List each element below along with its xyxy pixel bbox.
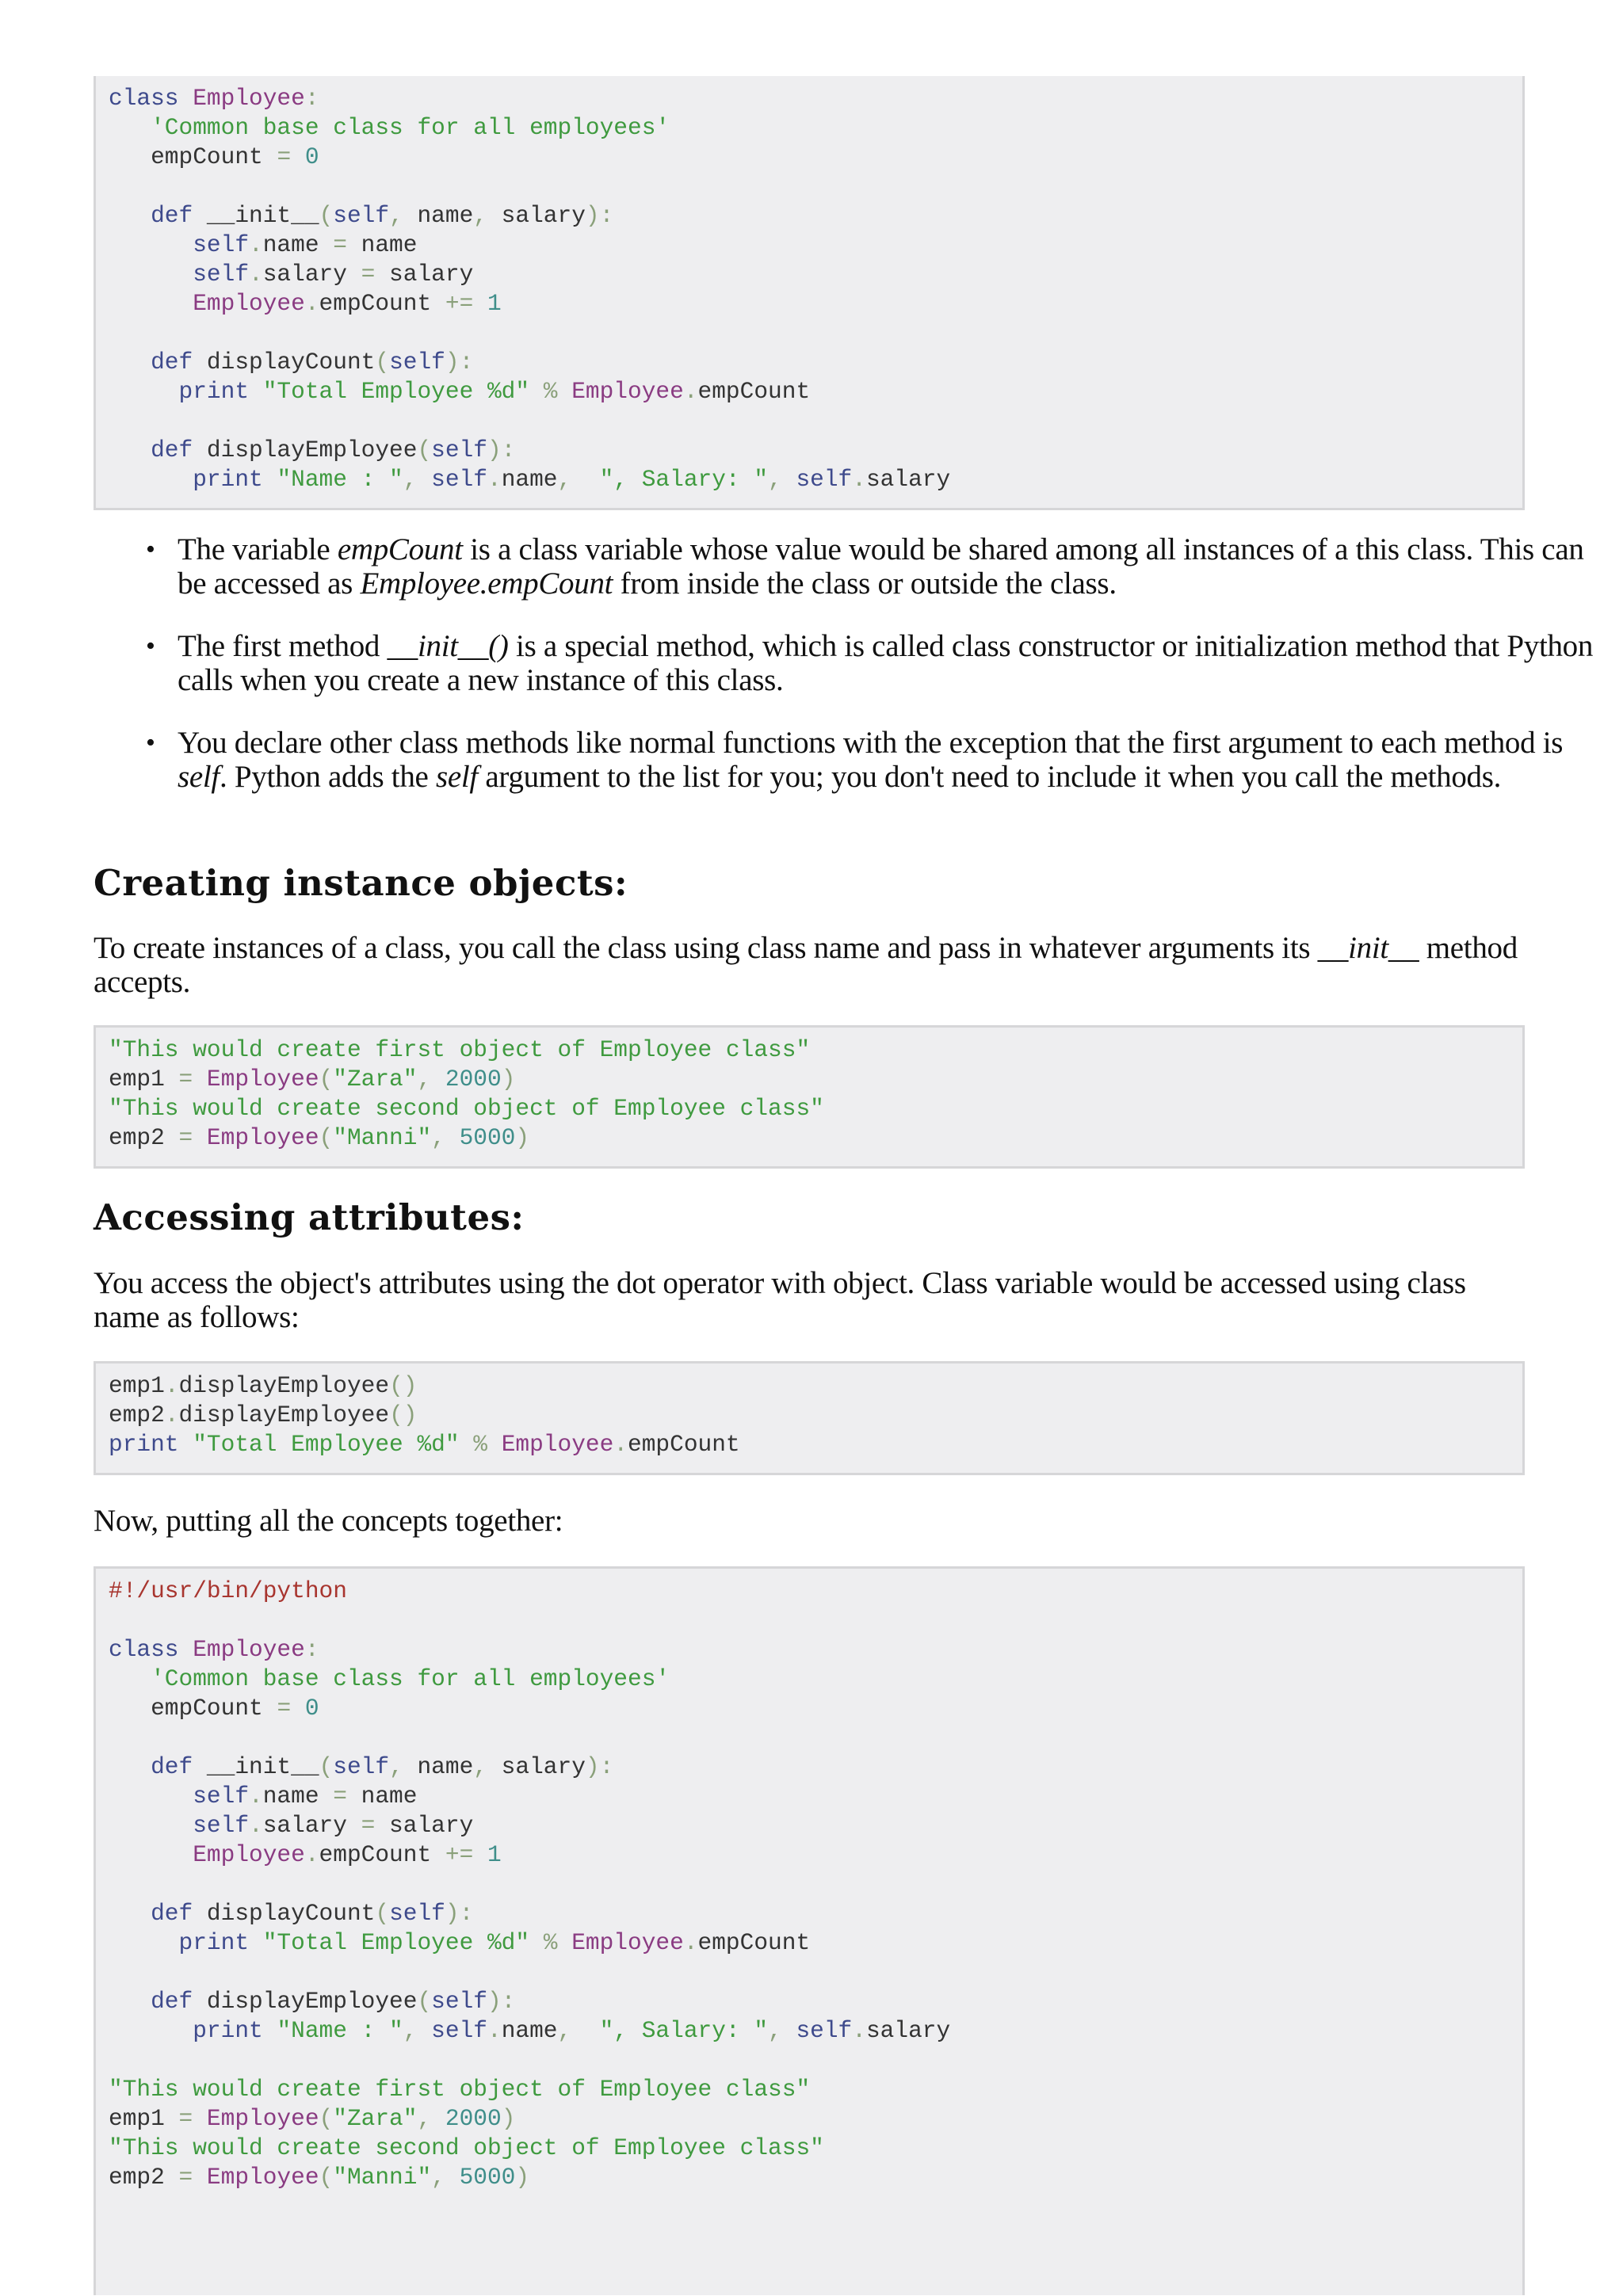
- code-line: [109, 377, 1522, 406]
- text-segment: .: [164, 1372, 179, 1399]
- text-segment: ", Salary: ": [599, 466, 769, 493]
- text-segment: ", Salary: ": [599, 2017, 769, 2044]
- code-line: [109, 289, 1522, 318]
- text-segment: ,: [473, 202, 487, 229]
- code-line: [109, 1401, 1522, 1430]
- text-segment: is a special method, which is called class constructor or initialization method that Python calls when you create a new instance of this class.: [178, 629, 1594, 697]
- text-segment: self: [389, 1900, 445, 1927]
- text-segment: 0: [304, 1695, 319, 1722]
- italic-term: __init__(): [387, 629, 509, 663]
- text-segment: . Python adds the: [219, 760, 436, 794]
- text-segment: self: [333, 1753, 390, 1780]
- text-segment: (: [319, 2164, 334, 2191]
- code-line: [109, 1987, 1522, 2016]
- text-segment: salary: [375, 261, 474, 288]
- text-segment: self: [431, 1988, 487, 2015]
- text-segment: ,: [431, 2164, 445, 2191]
- code-line: [109, 318, 1522, 348]
- code-line: [109, 2046, 1522, 2075]
- code-line: [109, 1094, 1522, 1123]
- code-line: [109, 436, 1522, 465]
- text-segment: [179, 1636, 193, 1663]
- heading-creating-instance-objects: Creating instance objects:: [94, 862, 628, 904]
- text-segment: Employee: [206, 2105, 319, 2132]
- text-segment: self: [431, 2017, 487, 2044]
- text-segment: 2000: [445, 2105, 502, 2132]
- code-line: [109, 1753, 1522, 1782]
- text-segment: (: [319, 202, 334, 229]
- text-segment: [193, 2164, 207, 2191]
- text-segment: =: [277, 1695, 292, 1722]
- text-segment: self: [431, 437, 487, 463]
- code-block-class-definition: [94, 76, 1525, 510]
- text-segment: __init__: [193, 202, 319, 229]
- text-segment: [109, 466, 193, 493]
- text-segment: def: [151, 1988, 193, 2015]
- text-segment: [431, 2105, 445, 2132]
- text-segment: from inside the class or outside the class.: [613, 566, 1117, 601]
- code-line: [109, 1782, 1522, 1811]
- text-segment: class: [109, 1636, 179, 1663]
- code-line: [109, 1606, 1522, 1635]
- text-segment: [263, 466, 277, 493]
- text-segment: displayCount: [193, 1900, 376, 1927]
- text-segment: [417, 2017, 431, 2044]
- text-segment: .: [304, 1841, 319, 1868]
- text-segment: salary: [262, 261, 361, 288]
- text-segment: [473, 1841, 487, 1868]
- code-line: [109, 1577, 1522, 1606]
- text-segment: ,: [768, 2017, 782, 2044]
- text-segment: =: [178, 2164, 193, 2191]
- text-segment: [193, 2105, 207, 2132]
- text-segment: ): [501, 1066, 516, 1093]
- text-segment: self: [333, 202, 390, 229]
- bullet-list: [94, 532, 1620, 822]
- text-segment: salary: [487, 202, 586, 229]
- text-segment: emp1: [109, 1066, 179, 1093]
- code-line: [109, 1430, 1522, 1459]
- code-line: [109, 1694, 1522, 1723]
- text-segment: emp1: [109, 1372, 165, 1399]
- text-segment: [109, 1841, 193, 1868]
- text-segment: displayEmployee: [178, 1402, 390, 1428]
- text-segment: def: [151, 1753, 193, 1780]
- text-segment: +=: [445, 290, 474, 317]
- text-segment: ,: [431, 1124, 445, 1151]
- text-segment: def: [151, 202, 193, 229]
- code-line: [109, 2134, 1522, 2163]
- text-segment: [249, 378, 263, 405]
- text-segment: is a class variable whose value would be shared among all instances of a this class. This can be accessed as: [178, 532, 1584, 601]
- text-segment: 'Common base class for all employees': [151, 114, 670, 141]
- text-segment: [109, 1812, 193, 1839]
- text-segment: .: [852, 2017, 866, 2044]
- text-segment: def: [151, 349, 193, 376]
- text-segment: [109, 1988, 151, 2015]
- text-segment: self: [193, 1812, 250, 1839]
- text-segment: Employee: [193, 1841, 305, 1868]
- code-line: [109, 1065, 1522, 1094]
- heading-accessing-attributes: Accessing attributes:: [94, 1196, 525, 1238]
- text-segment: "This would create first object of Employee class": [109, 1036, 811, 1063]
- code-line: [109, 1035, 1522, 1065]
- italic-term: empCount: [337, 532, 463, 566]
- text-segment: name: [346, 231, 418, 258]
- text-segment: self: [193, 1783, 250, 1810]
- text-segment: "This would create second object of Employee class": [109, 2134, 824, 2161]
- text-segment: print: [109, 1431, 179, 1458]
- code-line: [109, 1665, 1522, 1694]
- text-segment: Employee: [501, 1431, 614, 1458]
- text-segment: [109, 290, 193, 317]
- text-segment: ,: [557, 2017, 572, 2044]
- text-segment: empCount: [109, 143, 277, 170]
- text-segment: salary: [375, 1812, 474, 1839]
- text-segment: Now, putting all the concepts together:: [94, 1504, 563, 1538]
- code-line: [109, 260, 1522, 289]
- text-segment: empCount: [319, 290, 445, 317]
- text-segment: emp1: [109, 2105, 179, 2132]
- text-segment: [109, 202, 151, 229]
- text-segment: "Manni": [333, 1124, 432, 1151]
- text-segment: [109, 378, 179, 405]
- text-segment: [109, 1783, 193, 1810]
- text-segment: ,: [403, 2017, 418, 2044]
- bullet-item: [178, 726, 1620, 794]
- text-segment: ,: [389, 202, 403, 229]
- text-segment: ,: [473, 1753, 487, 1780]
- code-line: [109, 1123, 1522, 1153]
- text-segment: 5000: [459, 1124, 516, 1151]
- text-segment: argument to the list for you; you don't need to include it when you call the methods.: [477, 760, 1502, 794]
- code-block-access-attributes: [94, 1361, 1525, 1475]
- text-segment: [109, 2017, 193, 2044]
- text-segment: displayEmployee: [193, 1988, 418, 2015]
- code-block-full-program: [94, 1566, 1525, 2295]
- text-segment: "Total Employee %d": [262, 1929, 530, 1956]
- text-segment: ):: [445, 349, 474, 376]
- code-line: [109, 2016, 1522, 2046]
- text-segment: (: [375, 349, 390, 376]
- code-line: [109, 1811, 1522, 1840]
- text-segment: empCount: [319, 1841, 445, 1868]
- text-segment: [558, 1929, 572, 1956]
- text-segment: empCount: [109, 1695, 277, 1722]
- italic-term: self: [178, 760, 220, 794]
- text-segment: (: [319, 1066, 334, 1093]
- text-segment: (: [319, 1124, 334, 1151]
- text-segment: Employee: [571, 1929, 684, 1956]
- text-segment: displayCount: [193, 349, 376, 376]
- text-segment: (): [389, 1372, 418, 1399]
- text-segment: ,: [768, 466, 782, 493]
- text-segment: empCount: [628, 1431, 740, 1458]
- text-segment: =: [178, 1066, 193, 1093]
- text-segment: .: [613, 1431, 628, 1458]
- text-segment: __init__: [193, 1753, 319, 1780]
- text-segment: ,: [403, 466, 418, 493]
- text-segment: print: [193, 466, 263, 493]
- text-segment: def: [151, 437, 193, 463]
- text-segment: [782, 2017, 796, 2044]
- text-segment: print: [193, 2017, 263, 2044]
- text-segment: [109, 114, 151, 141]
- code-line: [109, 143, 1522, 172]
- text-segment: (: [417, 1988, 432, 2015]
- text-segment: %: [543, 378, 558, 405]
- code-block-create-instances: [94, 1025, 1525, 1169]
- text-segment: self: [193, 231, 250, 258]
- text-segment: =: [361, 1812, 376, 1839]
- italic-term: Employee.empCount: [360, 566, 613, 601]
- text-segment: self: [431, 466, 487, 493]
- text-segment: .: [487, 466, 502, 493]
- text-segment: [445, 1124, 460, 1151]
- text-segment: displayEmployee: [193, 437, 418, 463]
- text-segment: =: [178, 1124, 193, 1151]
- code-line: [109, 1371, 1522, 1401]
- text-segment: name: [262, 1783, 334, 1810]
- text-segment: %: [473, 1431, 487, 1458]
- text-segment: .: [249, 231, 263, 258]
- text-segment: ): [515, 2164, 530, 2191]
- text-segment: "Name : ": [277, 466, 403, 493]
- text-segment: [109, 1929, 179, 1956]
- bullet-item: [178, 532, 1620, 601]
- text-segment: [109, 231, 193, 258]
- code-line: [109, 2104, 1522, 2134]
- text-segment: "This would create second object of Employee class": [109, 1095, 824, 1122]
- text-segment: [782, 466, 796, 493]
- text-segment: 1: [487, 1841, 502, 1868]
- text-segment: [291, 1695, 305, 1722]
- text-segment: method accepts.: [94, 931, 1518, 999]
- text-segment: "Name : ": [277, 2017, 403, 2044]
- text-segment: [473, 290, 487, 317]
- text-segment: .: [683, 378, 698, 405]
- italic-term: self: [435, 760, 478, 794]
- text-segment: "Manni": [333, 2164, 432, 2191]
- text-segment: ,: [417, 2105, 432, 2132]
- text-segment: def: [151, 1900, 193, 1927]
- text-segment: [263, 2017, 277, 2044]
- code-line: [109, 2075, 1522, 2104]
- paragraph-putting-together: [94, 1504, 1525, 1538]
- text-segment: [179, 1431, 193, 1458]
- text-segment: name: [403, 202, 474, 229]
- text-segment: .: [487, 2017, 502, 2044]
- italic-term: __init__: [1317, 931, 1419, 965]
- text-segment: (): [389, 1402, 418, 1428]
- text-segment: [109, 1753, 151, 1780]
- text-segment: [571, 466, 599, 493]
- text-segment: 1: [487, 290, 502, 317]
- text-segment: name: [501, 466, 558, 493]
- text-segment: salary: [865, 466, 951, 493]
- paragraph-accessing-attributes: [94, 1266, 1525, 1334]
- text-segment: The first method: [178, 629, 388, 663]
- code-line: [109, 1870, 1522, 1899]
- text-segment: ):: [585, 1753, 614, 1780]
- text-segment: 2000: [445, 1066, 502, 1093]
- code-line: [109, 406, 1522, 436]
- text-segment: emp2: [109, 1402, 165, 1428]
- text-segment: [193, 1124, 207, 1151]
- text-segment: 0: [304, 143, 319, 170]
- text-segment: [193, 1066, 207, 1093]
- bullet-item: [178, 629, 1620, 697]
- text-segment: ):: [487, 437, 516, 463]
- text-segment: .: [683, 1929, 698, 1956]
- text-segment: (: [417, 437, 432, 463]
- code-line: [109, 113, 1522, 143]
- text-segment: You declare other class methods like normal functions with the exception that the first argument to each method is: [178, 726, 1564, 760]
- text-segment: ): [515, 1124, 530, 1151]
- text-segment: Employee: [193, 290, 305, 317]
- text-segment: .: [249, 1812, 263, 1839]
- code-line: [109, 2163, 1522, 2192]
- text-segment: [249, 1929, 263, 1956]
- text-segment: empCount: [697, 1929, 811, 1956]
- text-segment: [529, 378, 544, 405]
- text-segment: To create instances of a class, you call the class using class name and pass in whatever arguments its: [94, 931, 1318, 965]
- code-line: [109, 231, 1522, 260]
- text-segment: +=: [445, 1841, 474, 1868]
- code-line: [109, 1723, 1522, 1753]
- text-segment: displayEmployee: [178, 1372, 390, 1399]
- text-segment: [431, 1066, 445, 1093]
- text-segment: .: [304, 290, 319, 317]
- text-segment: 5000: [459, 2164, 516, 2191]
- text-segment: ,: [389, 1753, 403, 1780]
- text-segment: #!/usr/bin/python: [109, 1577, 347, 1604]
- text-segment: [417, 466, 431, 493]
- text-segment: [487, 1431, 502, 1458]
- text-segment: name: [262, 231, 334, 258]
- text-segment: [291, 143, 305, 170]
- code-line: [109, 172, 1522, 201]
- text-segment: ,: [557, 466, 572, 493]
- text-segment: [529, 1929, 544, 1956]
- text-segment: self: [796, 466, 853, 493]
- text-segment: [109, 437, 151, 463]
- text-segment: name: [403, 1753, 474, 1780]
- text-segment: ):: [487, 1988, 516, 2015]
- text-segment: emp2: [109, 1124, 179, 1151]
- code-line: [109, 465, 1522, 494]
- text-segment: salary: [487, 1753, 586, 1780]
- text-segment: =: [178, 2105, 193, 2132]
- text-segment: print: [178, 1929, 250, 1956]
- text-segment: salary: [262, 1812, 361, 1839]
- text-segment: .: [164, 1402, 179, 1428]
- text-segment: [460, 1431, 474, 1458]
- text-segment: =: [277, 143, 292, 170]
- text-segment: "Zara": [333, 2105, 418, 2132]
- text-segment: ):: [445, 1900, 474, 1927]
- text-segment: .: [249, 261, 263, 288]
- text-segment: Employee: [206, 1066, 319, 1093]
- text-segment: "This would create first object of Employee class": [109, 2076, 811, 2103]
- text-segment: [109, 1665, 151, 1692]
- text-segment: self: [389, 349, 445, 376]
- text-segment: "Total Employee %d": [262, 378, 530, 405]
- text-segment: ,: [417, 1066, 432, 1093]
- text-segment: self: [193, 261, 250, 288]
- text-segment: "Zara": [333, 1066, 418, 1093]
- text-segment: [558, 378, 572, 405]
- text-segment: Employee: [193, 85, 305, 112]
- text-segment: class: [109, 85, 179, 112]
- text-segment: The variable: [178, 532, 338, 566]
- text-segment: .: [852, 466, 866, 493]
- text-segment: =: [333, 1783, 347, 1810]
- text-segment: (: [375, 1900, 390, 1927]
- text-segment: Employee: [206, 1124, 319, 1151]
- text-segment: print: [178, 378, 250, 405]
- text-segment: empCount: [697, 378, 811, 405]
- code-line: [109, 348, 1522, 377]
- text-segment: ): [501, 2105, 516, 2132]
- text-segment: name: [346, 1783, 418, 1810]
- text-segment: self: [796, 2017, 853, 2044]
- text-segment: salary: [865, 2017, 951, 2044]
- text-segment: =: [333, 231, 347, 258]
- text-segment: :: [304, 85, 319, 112]
- text-segment: name: [501, 2017, 558, 2044]
- text-segment: =: [361, 261, 376, 288]
- code-line: [109, 1899, 1522, 1928]
- text-segment: [109, 261, 193, 288]
- text-segment: [571, 2017, 599, 2044]
- text-segment: 'Common base class for all employees': [151, 1665, 670, 1692]
- text-segment: (: [319, 2105, 334, 2132]
- text-segment: Employee: [571, 378, 684, 405]
- paragraph-creating-instances: [94, 931, 1525, 999]
- text-segment: [179, 85, 193, 112]
- text-segment: :: [304, 1636, 319, 1663]
- text-segment: "Total Employee %d": [193, 1431, 460, 1458]
- code-line: [109, 1958, 1522, 1987]
- code-line: [109, 1635, 1522, 1665]
- code-line: [109, 1840, 1522, 1870]
- text-segment: %: [543, 1929, 558, 1956]
- text-segment: You access the object's attributes using the dot operator with object. Class variable would be accessed using class name as follows:: [94, 1266, 1466, 1334]
- text-segment: [445, 2164, 460, 2191]
- text-segment: [109, 349, 151, 376]
- text-segment: [109, 1900, 151, 1927]
- code-line: [109, 84, 1522, 113]
- text-segment: (: [319, 1753, 334, 1780]
- text-segment: Employee: [193, 1636, 305, 1663]
- code-line: [109, 1928, 1522, 1958]
- text-segment: .: [249, 1783, 263, 1810]
- text-segment: ):: [585, 202, 614, 229]
- text-segment: emp2: [109, 2164, 179, 2191]
- text-segment: Employee: [206, 2164, 319, 2191]
- code-line: [109, 201, 1522, 231]
